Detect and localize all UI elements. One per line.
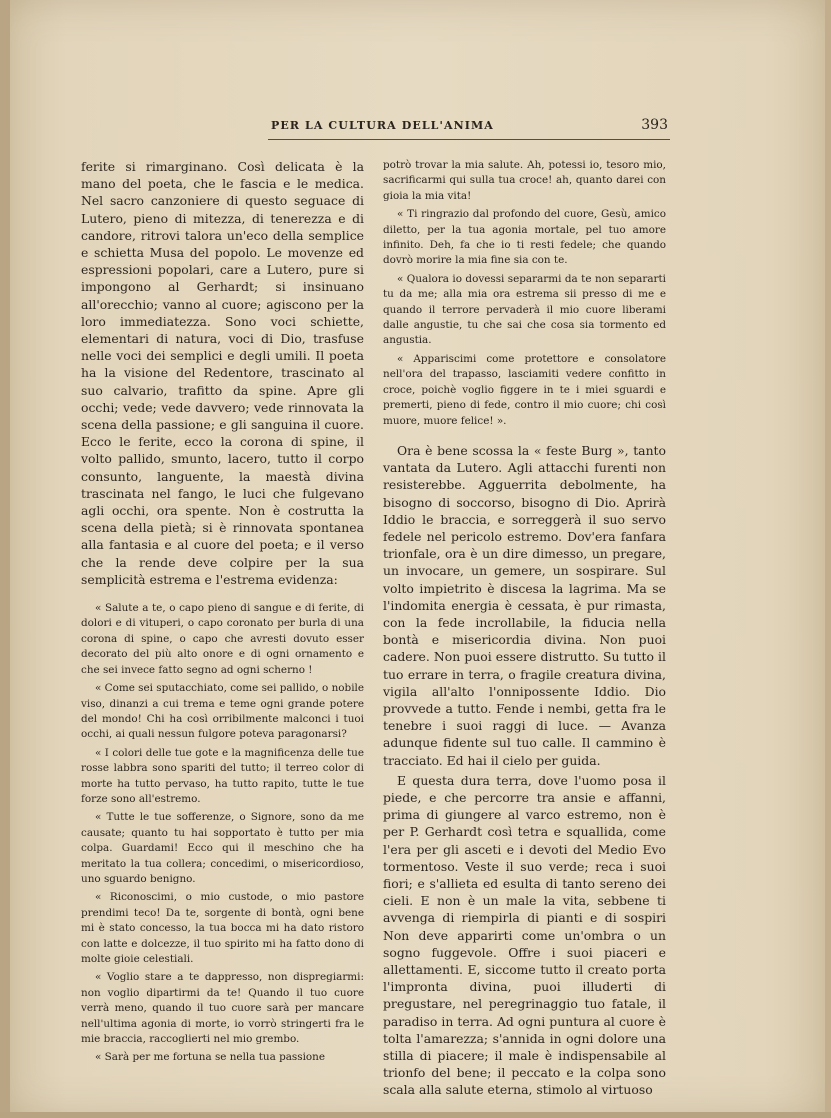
page-right-edge <box>825 0 831 1118</box>
left-column <box>81 158 364 1066</box>
quote-stanza: « Appariscimi come protettore e consolatore nell'ora del trapasso, lasciamiti vedere confitto in croce, poichè voglio figgere in te i miei sguardi e premerti, pieno di fede, contro il mio cuore; chi così muore, muore felice! ». <box>383 352 666 427</box>
paragraph: Ora è bene scossa la « feste Burg », tanto vantata da Lutero. Agli attacchi furenti non resisterebbe. Agguerrita debolmente, ha bisogno di soccorso, bisogno di Dio. Aprirà Iddio le braccia, e sorreggerà il suo servo fedele nel pericolo estremo. Dov'era fanfara trionfale, ora è un dire dimesso, un pregare, un invocare, un gemere, un sospirare. Sul volto impietrito è discesa la lagrima. Ma se l'indomita energia è cessata, è pur rimasta, con la fede incrollabile, la fiducia nella bontà e misericordia divina. Non puoi cadere. Non puoi essere distrutto. Su tutto il tuo errare in terra, o fragile creatura divina, vigila all'alto l'onnipossente Iddio. Dio provvede a tutto. Fende i nembi, getta fra le tenebre i suoi raggi di luce. — Avanza adunque fidente sul tuo calle. Il cammino è tracciato. Ed hai il cielo per guida. <box>383 442 666 768</box>
quote-stanza: « Sarà per me fortuna se nella tua passione <box>95 1051 326 1064</box>
page-bottom-edge <box>0 1112 831 1118</box>
quote-stanza: « Come sei sputacchiato, come sei pallido, o nobile viso, dinanzi a cui trema e teme ogni grande potere del mondo! Chi ha così orribilmente malconci i tuoi occhi, ai quali nessun fulgore poteva paragonarsi? <box>81 682 364 741</box>
page-header <box>268 117 668 137</box>
right-column <box>383 158 666 1099</box>
quote-stanza: « Qualora io dovessi separarmi da te non separarti tu da me; alla mia ora estrema sii presso di me e quando il terrore pervaderà il mio cuore liberami dalle angustie, tu che sai che cosa sia tormento ed angustia. <box>383 272 666 347</box>
quote-stanza: « Voglio stare a te dappresso, non dispregiarmi: non voglio dipartirmi da te! Quando il tuo cuore verrà meno, quando il tuo cuore sarà per mancare nell'ultima agonia di morte, io vorrò stringerti fra le mie braccia, raccoglierti nel mio grembo. <box>81 971 364 1046</box>
quote-stanza: « Riconoscimi, o mio custode, o mio pastore prendimi teco! Da te, sorgente di bontà, ogni bene mi è stato concesso, la tua bocca mi ha dato ristoro con latte e dolcezze, il tuo spirito mi ha fatto dono di molte gioie celestiali. <box>81 891 364 966</box>
quote-stanza: « Tutte le tue sofferenze, o Signore, sono da me causate; quanto tu hai sopportato è tutto per mia colpa. Guardami! Ecco qui il meschino che ha meritato la tua collera; concedimi, o misericordioso, uno sguardo benigno. <box>81 811 364 885</box>
page-left-edge <box>0 0 10 1118</box>
quote-stanza: « I colori delle tue gote e la magnificenza delle tue rosse labbra sono spariti del tutto; il terreo color di morte ha tutto pervaso, ha tutto rapito, tutte le tue forze sono all'estremo. <box>81 746 364 805</box>
paragraph: E questa dura terra, dove l'uomo posa il piede, e che percorre tra ansie e affanni, prima di giungere al varco estremo, non è per P. Gerhardt così tetra e squallida, come l'era per gli asceti e i devoti del Medio Evo tormentoso. Veste il suo verde; reca i suoi fiori; e s'allieta ed esulta di tanto sereno dei cieli. E non è un male la vita, sebbene ti avvenga di riempirla di pianti e di sospiri Non deve apparirti come un'ombra o un sogno fuggevole. Offre i suoi piaceri e allettamenti. E, siccome tutto il creato porta l'impronta divina, puoi illuderti di pregustare, nel peregrinaggio tuo fatale, il paradiso in terra. Ad ogni puntura al cuore è tolta l'amarezza; s'annida in ogni dolore una stilla di piacere; il male è indispensabile al trionfo del bene; il peccato e la colpa sono scala alla salute eterna, stimolo al virtuoso <box>383 772 666 1098</box>
paragraph: ferite si rimarginano. Così delicata è la mano del poeta, che le fascia e le medica. Nel sacro canzoniere di questo seguace di Lutero, pieno di mitezza, di tenerezza e di candore, ritrovi talora un'eco della semplice e schietta Musa del popolo. Le movenze ed espressioni popolari, care a Lutero, pure si impongono al Gerhardt; si insinuano all'orecchio; vanno al cuore; agiscono per la loro immediatezza. Sono voci schiette, elementari di natura, voci di Dio, trasfuse nelle voci dei semplici e degli umili. Il poeta ha la visione del Redentore, trascinato al suo calvario, trafitto da spine. Apre gli occhi; vede; vede davvero; vede rinnovata la scena della passione; e gli sanguina il cuore. Ecco le ferite, ecco la corona di spine, il volto pallido, smunto, lacero, tutto il corpo consunto, languente, la maestà divina trascinata nel fango, le luci che fulgevano agli occhi, ora spente. Non è costrutta la scena della pietà; si è rinnovata spontanea alla fantasia e al cuore del poeta; e il verso che la rende deve colpire per la sua semplicità estrema e l'estrema evidenza: <box>81 159 364 587</box>
page-number: 393 <box>641 117 668 133</box>
quote-stanza: « Salute a te, o capo pieno di sangue e di ferite, di dolori e di vituperi, o capo coronato per burla di una corona di spine, o capo che avresti dovuto esser decorato del più alto onore e di ogni ornamento e che sei invece fatto segno ad ogni scherno ! <box>81 602 364 676</box>
running-title: PER LA CULTURA DELL'ANIMA <box>271 119 494 132</box>
quote-stanza: « Ti ringrazio dal profondo del cuore, Gesù, amico diletto, per la tua agonia mortale, pel tuo amore infinito. Deh, fa che io ti resti fedele; che quando dovrò morire la mia fine sia con te. <box>383 208 666 267</box>
quote-stanza: potrò trovar la mia salute. Ah, potessi io, tesoro mio, sacrificarmi qui sulla tua croce! ah, quanto darei con gioia la mia vita! <box>383 159 666 202</box>
header-rule <box>268 139 670 140</box>
